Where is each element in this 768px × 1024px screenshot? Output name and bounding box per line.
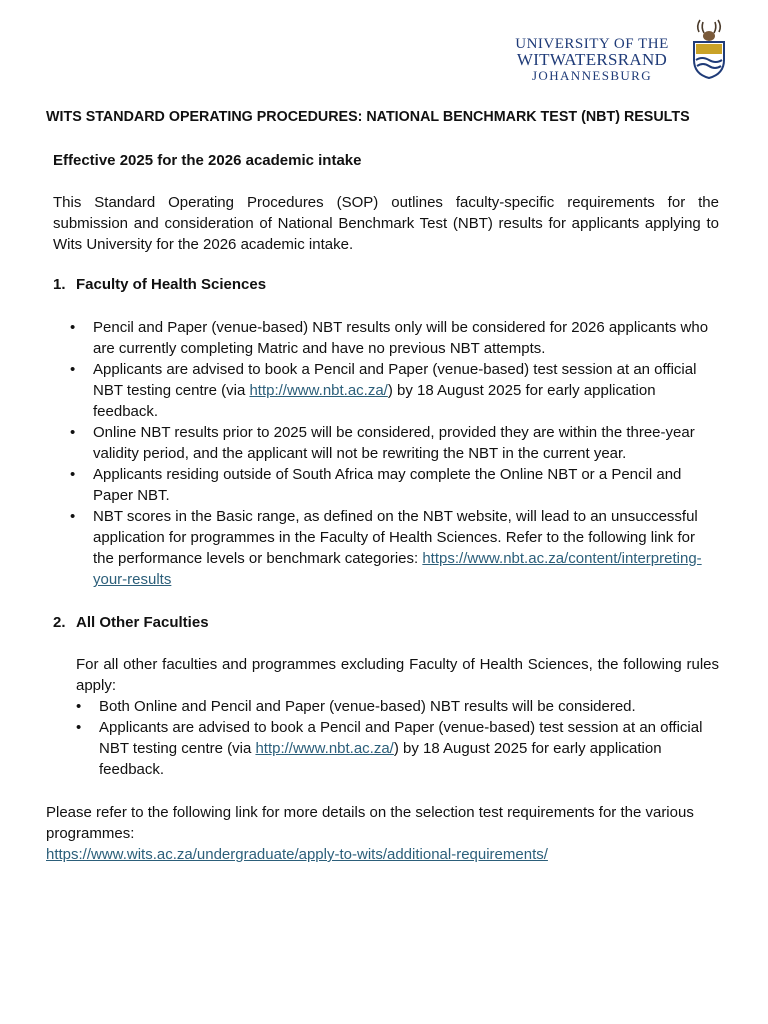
- bullet-text: ) by 18 August 2025 for early application feedback.: [99, 740, 662, 778]
- list-item: [99, 717, 719, 780]
- section-2-heading: [53, 612, 209, 633]
- list-item: [93, 359, 719, 422]
- intro-paragraph: This Standard Operating Procedures (SOP) outlines faculty-specific requirements for the submission and consideration of National Benchmark Test (NBT) results for applicants applying to Wits University for the 2026 academic intake.: [53, 194, 719, 253]
- bullet-text: Online NBT results prior to 2025 will be considered, provided they are within the three-year validity period, and the applicant will not be rewriting the NBT in the current year.: [93, 424, 695, 462]
- logo-line-2: WITWATERSRAND: [516, 50, 668, 69]
- list-item: [93, 506, 719, 590]
- bullet-text: Pencil and Paper (venue-based) NBT results only will be considered for 2026 applicants who are currently completing Matric and have no previous NBT attempts.: [93, 319, 709, 357]
- footer-text: Please refer to the following link for more details on the selection test requirements for the various programmes:: [46, 804, 694, 842]
- section-1-number: 1.: [53, 276, 66, 293]
- effective-date: Effective 2025 for the 2026 academic intake: [53, 152, 362, 169]
- nbt-link[interactable]: http://www.nbt.ac.za/: [255, 740, 394, 757]
- university-logo: [500, 16, 730, 84]
- document-title: WITS STANDARD OPERATING PROCEDURES: NATIONAL BENCHMARK TEST (NBT) RESULTS: [46, 109, 690, 125]
- section-1-bullets: [93, 317, 719, 590]
- section-2-title: All Other Faculties: [76, 614, 209, 631]
- bullet-text: Applicants are advised to book a Pencil and Paper (venue-based) test session at an official NBT testing centre (via: [99, 719, 703, 757]
- logo-line-3: JOHANNESBURG: [531, 68, 653, 83]
- list-item: [93, 464, 719, 506]
- footer-note: [46, 802, 726, 865]
- bullet-text: ) by 18 August 2025 for early application feedback.: [93, 382, 656, 420]
- bullet-text: Applicants are advised to book a Pencil and Paper (venue-based) test session at an official NBT testing centre (via: [93, 361, 697, 399]
- logo-wordmark: [500, 36, 684, 84]
- section-1-title: Faculty of Health Sciences: [76, 276, 267, 293]
- list-item: [93, 317, 719, 359]
- logo-line-1: UNIVERSITY OF THE: [515, 36, 669, 52]
- section-1-heading: [53, 274, 266, 295]
- section-2-bullets: [99, 696, 719, 780]
- bullet-text: Applicants residing outside of South Africa may complete the Online NBT or a Pencil and Paper NBT.: [93, 466, 682, 504]
- interpreting-results-link[interactable]: https://www.nbt.ac.za/content/interpreting-your-results: [93, 550, 702, 588]
- list-item: [99, 696, 719, 717]
- section-2-number: 2.: [53, 614, 66, 631]
- list-item: [93, 422, 719, 464]
- crest-icon: [690, 16, 728, 80]
- bullet-text: NBT scores in the Basic range, as defined on the NBT website, will lead to an unsuccessful application for programmes in the Faculty of Health Sciences. Refer to the following link for the performance levels or benchmark categories:: [93, 508, 698, 567]
- bullet-text: Both Online and Pencil and Paper (venue-based) NBT results will be considered.: [99, 698, 636, 715]
- nbt-link[interactable]: http://www.nbt.ac.za/: [249, 382, 388, 399]
- additional-requirements-link[interactable]: https://www.wits.ac.za/undergraduate/apply-to-wits/additional-requirements/: [46, 846, 548, 863]
- section-2-intro: For all other faculties and programmes excluding Faculty of Health Sciences, the following rules apply:: [76, 656, 719, 694]
